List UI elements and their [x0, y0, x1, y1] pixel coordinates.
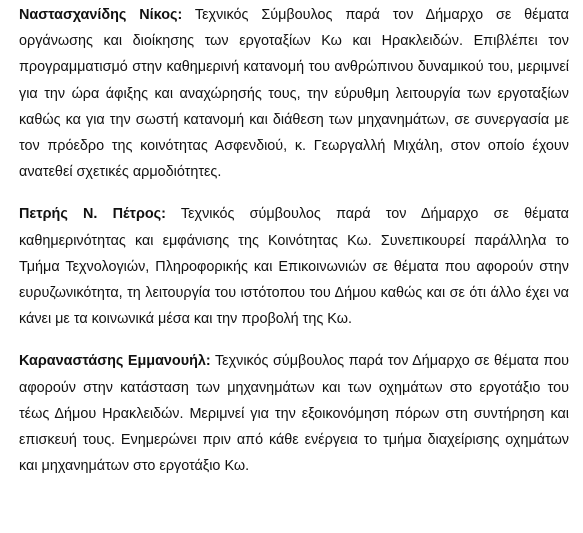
- advisor-name: Ναστασχανίδης Νίκος:: [19, 7, 183, 23]
- advisor-paragraph-karanastasis: [19, 348, 569, 479]
- advisor-description: Τεχνικός Σύμβουλος παρά τον Δήμαρχο σε θέματα οργάνωσης και διοίκησης των εργοταξίων Κω και Ηρακλειδών. Επιβλέπει τον προγραμματισμό στην καθημερινή κατανομή του ανθρώπινου δυναμικού του, μεριμνεί για την ώρα άφιξης και αναχώρησής τους, την εύρυθμη λειτουργία των εργοταξίων καθώς κα για την σωστή κατανομή και διάθεση των μηχανημάτων, σε συνεργασία με τον πρόεδρο της κοινότητας Ασφενδιού, κ. Γεωργαλλή Μιχάλη, στον οποίο έχουν ανατεθεί σχετικές αρμοδιότητες.: [19, 7, 569, 181]
- advisor-paragraph-nastaschanidis: [19, 2, 569, 185]
- advisor-paragraph-petris: [19, 201, 569, 332]
- advisor-name: Καραναστάσης Εμμανουήλ:: [19, 353, 211, 370]
- advisor-description: Τεχνικός σύμβουλος παρά τον Δήμαρχο σε θέματα καθημερινότητας και εμφάνισης της Κοινότητας Κω. Συνεπικουρεί παράλληλα το Τμήμα Τεχνολογιών, Πληροφορικής και Επικοινωνιών σε θέματα που αφορούν στην ευρυζωνικότητα, τη λειτουργία του ιστότοπου του Δήμου καθώς και σε ότι άλλο έχει να κάνει με τα κοινωνικά μέσα και την προβολή της Κω.: [19, 206, 569, 328]
- advisor-description: Τεχνικός σύμβουλος παρά τον Δήμαρχο σε θέματα που αφορούν στην κατάσταση των μηχανημάτων και των οχημάτων στο εργοτάξιο του τέως Δήμου Ηρακλειδών. Μεριμνεί για την εξοικονόμηση πόρων στη συντήρηση και επισκευή τους. Ενημερώνει πριν από κάθε ενέργεια το τμήμα διαχείρισης οχημάτων και μηχανημάτων στο εργοτάξιο Κω.: [19, 353, 570, 475]
- advisor-name: Πετρής Ν. Πέτρος:: [19, 206, 166, 223]
- document-body: [19, 2, 569, 479]
